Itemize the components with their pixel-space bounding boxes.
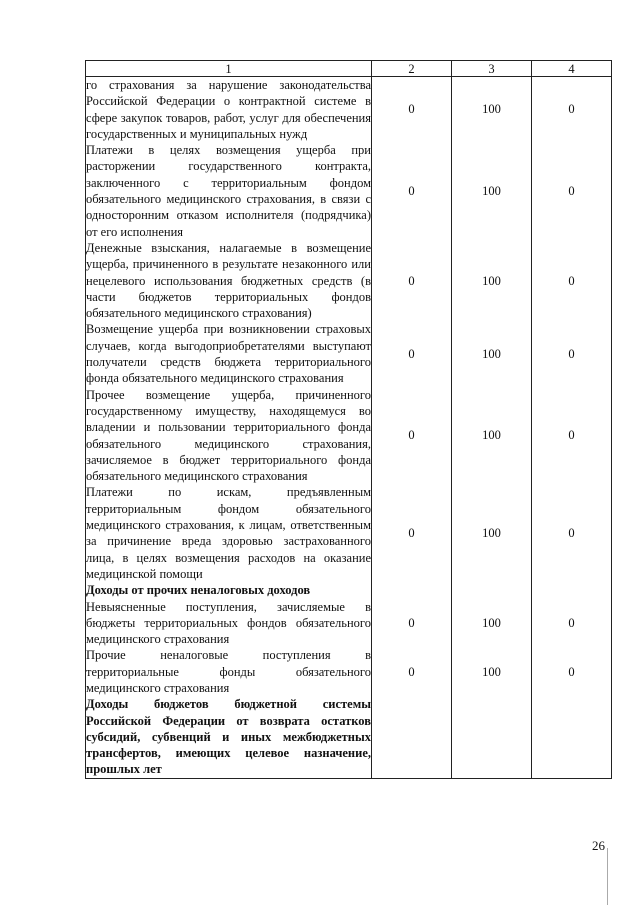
row-value-col3: 100	[452, 647, 532, 696]
row-value-col3: 100	[452, 599, 532, 648]
row-value-col2: 0	[372, 599, 452, 648]
row-value-col4: 0	[532, 142, 612, 240]
row-description: Прочие неналоговые поступления в территориальные фонды обязательного медицинского страхования	[86, 648, 371, 695]
row-value-col4	[532, 696, 612, 778]
row-value-col4: 0	[532, 321, 612, 386]
row-value-col2	[372, 582, 452, 598]
row-value-col4: 0	[532, 484, 612, 582]
row-value-col3	[452, 696, 532, 778]
scan-edge-line	[607, 848, 608, 905]
row-description: Платежи по искам, предъявленным территориальным фондом обязательного медицинского страхования, к лицам, ответственным за причинение вреда здоровью застрахованного лица, в целях возмещения расходов на оказание медицинской помощи	[86, 485, 371, 581]
row-value-col3: 100	[452, 321, 532, 386]
row-value-col3	[452, 582, 532, 598]
column-header-2: 2	[372, 61, 452, 77]
row-value-col2: 0	[372, 77, 452, 143]
row-value-col3: 100	[452, 484, 532, 582]
row-description: Прочее возмещение ущерба, причиненного государственному имуществу, находящемуся во владении и пользовании территориального фонда обязательного медицинского страхования, зачисляемое в бюджет территориального фонда обязательного медицинского страхования	[86, 387, 371, 484]
row-description: Невыясненные поступления, зачисляемые в бюджеты территориальных фондов обязательного медицинского страхования	[86, 599, 371, 647]
row-description: Платежи в целях возмещения ущерба при расторжении государственного контракта, заключенного с территориальным фондом обязательного медицинского страхования, в связи с односторонним отказом исполнителя (подрядчика) от его исполнения	[86, 143, 371, 239]
column-header-1: 1	[86, 61, 372, 77]
row-value-col3: 100	[452, 387, 532, 485]
row-value-col2: 0	[372, 321, 452, 386]
row-value-col3: 100	[452, 142, 532, 240]
table-row	[86, 77, 612, 143]
row-value-col2: 0	[372, 387, 452, 485]
table-row	[86, 387, 612, 485]
table-section-row	[86, 582, 612, 598]
section-heading: Доходы бюджетов бюджетной системы Российской Федерации от возврата остатков субсидий, субвенций и иных межбюджетных трансфертов, имеющих целевое назначение, прошлых лет	[86, 697, 371, 777]
row-value-col4: 0	[532, 647, 612, 696]
row-value-col4: 0	[532, 387, 612, 485]
table-header-row	[86, 61, 612, 77]
row-value-col4	[532, 582, 612, 598]
section-heading: Доходы от прочих неналоговых доходов	[86, 582, 372, 598]
row-value-col3: 100	[452, 240, 532, 321]
table-row	[86, 321, 612, 386]
table-row	[86, 484, 612, 582]
table-row	[86, 647, 612, 696]
table-row	[86, 240, 612, 321]
page-number: 26	[592, 838, 605, 853]
revenue-table	[85, 60, 612, 779]
row-value-col2: 0	[372, 240, 452, 321]
row-value-col3: 100	[452, 77, 532, 143]
table-section-row	[86, 696, 612, 778]
row-value-col2: 0	[372, 142, 452, 240]
row-value-col4: 0	[532, 240, 612, 321]
row-value-col4: 0	[532, 599, 612, 648]
row-value-col2: 0	[372, 484, 452, 582]
table-row	[86, 599, 612, 648]
table-row	[86, 142, 612, 240]
row-value-col2: 0	[372, 647, 452, 696]
column-header-4: 4	[532, 61, 612, 77]
row-description: Возмещение ущерба при возникновении страховых случаев, когда выгодоприобретателями выступают получатели средств бюджета территориального фонда обязательного медицинского страхования	[86, 322, 371, 386]
row-value-col2	[372, 696, 452, 778]
row-value-col4: 0	[532, 77, 612, 143]
row-description: го страхования за нарушение законодательства Российской Федерации о контрактной системе в сфере закупок товаров, работ, услуг для обеспечения государственных и муниципальных нужд	[86, 78, 371, 141]
column-header-3: 3	[452, 61, 532, 77]
row-description: Денежные взыскания, налагаемые в возмещение ущерба, причиненного в результате незаконного или нецелевого использования бюджетных средств (в части бюджетов территориальных фондов обязательного медицинского страхования)	[86, 240, 371, 321]
